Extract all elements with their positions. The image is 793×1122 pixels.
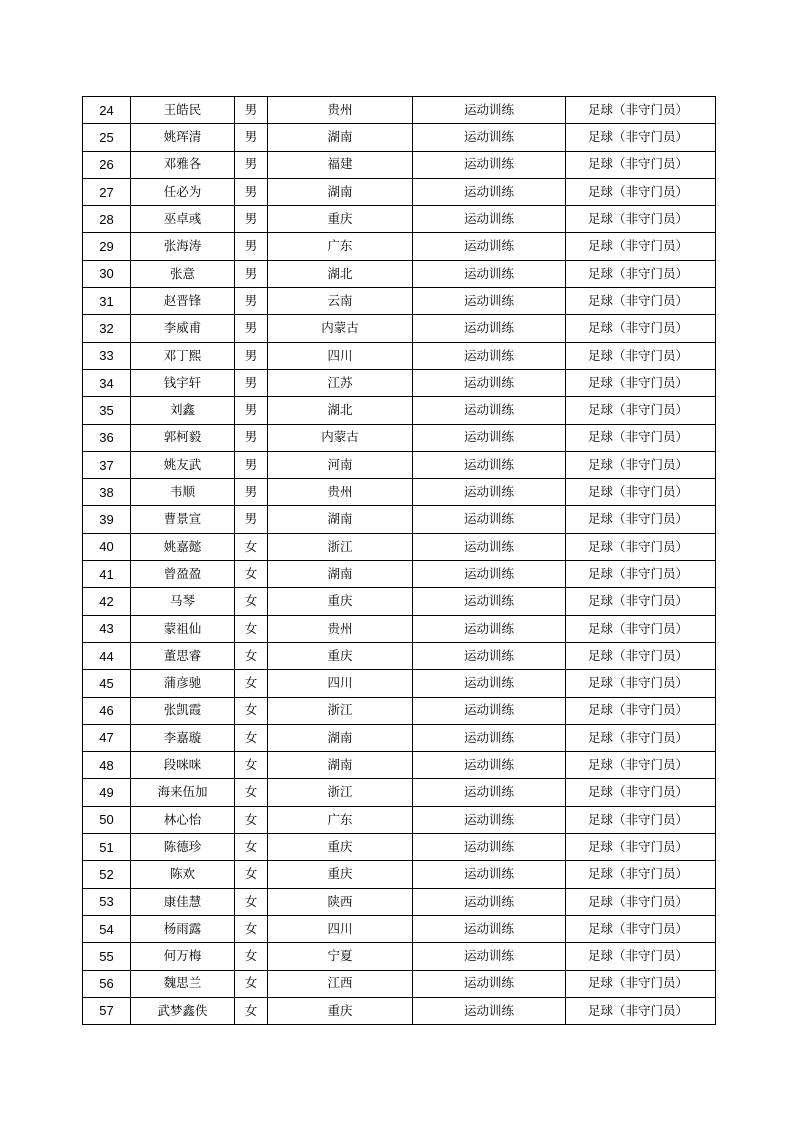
province-cell: 福建 [268,151,413,178]
province-cell: 湖南 [268,724,413,751]
gender-cell: 女 [235,670,268,697]
province-cell: 重庆 [268,997,413,1024]
gender-cell: 男 [235,424,268,451]
province-cell: 江苏 [268,369,413,396]
gender-cell: 女 [235,806,268,833]
row-number-cell: 27 [83,178,131,205]
name-cell: 韦顺 [131,479,235,506]
sport-cell: 足球（非守门员） [566,752,716,779]
gender-cell: 女 [235,533,268,560]
name-cell: 陈欢 [131,861,235,888]
province-cell: 浙江 [268,697,413,724]
gender-cell: 女 [235,752,268,779]
gender-cell: 男 [235,260,268,287]
gender-cell: 女 [235,615,268,642]
province-cell: 四川 [268,915,413,942]
major-cell: 运动训练 [413,506,566,533]
row-number-cell: 48 [83,752,131,779]
province-cell: 重庆 [268,642,413,669]
name-cell: 海来伍加 [131,779,235,806]
name-cell: 姚嘉懿 [131,533,235,560]
sport-cell: 足球（非守门员） [566,424,716,451]
name-cell: 邓丁熙 [131,342,235,369]
province-cell: 湖北 [268,397,413,424]
row-number-cell: 36 [83,424,131,451]
table-row [83,97,716,124]
gender-cell: 女 [235,888,268,915]
name-cell: 杨雨露 [131,915,235,942]
major-cell: 运动训练 [413,779,566,806]
gender-cell: 女 [235,561,268,588]
table-row [83,888,716,915]
name-cell: 何万梅 [131,943,235,970]
major-cell: 运动训练 [413,178,566,205]
major-cell: 运动训练 [413,697,566,724]
province-cell: 贵州 [268,97,413,124]
major-cell: 运动训练 [413,888,566,915]
table-row [83,997,716,1024]
sport-cell: 足球（非守门员） [566,506,716,533]
row-number-cell: 38 [83,479,131,506]
province-cell: 贵州 [268,479,413,506]
province-cell: 内蒙古 [268,424,413,451]
major-cell: 运动训练 [413,588,566,615]
name-cell: 张海涛 [131,233,235,260]
major-cell: 运动训练 [413,724,566,751]
gender-cell: 女 [235,724,268,751]
gender-cell: 男 [235,506,268,533]
name-cell: 康佳慧 [131,888,235,915]
row-number-cell: 26 [83,151,131,178]
name-cell: 林心怡 [131,806,235,833]
province-cell: 湖南 [268,124,413,151]
row-number-cell: 29 [83,233,131,260]
province-cell: 湖南 [268,506,413,533]
major-cell: 运动训练 [413,479,566,506]
province-cell: 浙江 [268,533,413,560]
row-number-cell: 30 [83,260,131,287]
table-row [83,506,716,533]
name-cell: 郭柯毅 [131,424,235,451]
province-cell: 广东 [268,233,413,260]
province-cell: 宁夏 [268,943,413,970]
gender-cell: 男 [235,151,268,178]
major-cell: 运动训练 [413,861,566,888]
sport-cell: 足球（非守门员） [566,533,716,560]
major-cell: 运动训练 [413,151,566,178]
row-number-cell: 44 [83,642,131,669]
table-row [83,206,716,233]
province-cell: 江西 [268,970,413,997]
table-row [83,315,716,342]
sport-cell: 足球（非守门员） [566,124,716,151]
sport-cell: 足球（非守门员） [566,561,716,588]
province-cell: 四川 [268,670,413,697]
table-row [83,588,716,615]
province-cell: 湖南 [268,752,413,779]
major-cell: 运动训练 [413,997,566,1024]
row-number-cell: 25 [83,124,131,151]
name-cell: 邓雅各 [131,151,235,178]
province-cell: 浙江 [268,779,413,806]
sport-cell: 足球（非守门员） [566,834,716,861]
major-cell: 运动训练 [413,260,566,287]
sport-cell: 足球（非守门员） [566,260,716,287]
sport-cell: 足球（非守门员） [566,397,716,424]
table-row [83,178,716,205]
gender-cell: 男 [235,397,268,424]
name-cell: 蒙祖仙 [131,615,235,642]
sport-cell: 足球（非守门员） [566,697,716,724]
province-cell: 四川 [268,342,413,369]
sport-cell: 足球（非守门员） [566,888,716,915]
gender-cell: 男 [235,369,268,396]
name-cell: 段咪咪 [131,752,235,779]
sport-cell: 足球（非守门员） [566,615,716,642]
province-cell: 陕西 [268,888,413,915]
name-cell: 曾盈盈 [131,561,235,588]
table-row [83,834,716,861]
major-cell: 运动训练 [413,915,566,942]
major-cell: 运动训练 [413,834,566,861]
major-cell: 运动训练 [413,970,566,997]
table-row [83,615,716,642]
table-row [83,642,716,669]
row-number-cell: 41 [83,561,131,588]
row-number-cell: 52 [83,861,131,888]
row-number-cell: 45 [83,670,131,697]
table-row [83,670,716,697]
name-cell: 刘鑫 [131,397,235,424]
table-row [83,806,716,833]
gender-cell: 女 [235,861,268,888]
row-number-cell: 42 [83,588,131,615]
row-number-cell: 32 [83,315,131,342]
roster-table-body [83,97,716,1025]
row-number-cell: 50 [83,806,131,833]
name-cell: 马琴 [131,588,235,615]
gender-cell: 女 [235,997,268,1024]
sport-cell: 足球（非守门员） [566,151,716,178]
major-cell: 运动训练 [413,670,566,697]
name-cell: 姚友武 [131,451,235,478]
sport-cell: 足球（非守门员） [566,970,716,997]
name-cell: 赵晋锋 [131,288,235,315]
sport-cell: 足球（非守门员） [566,997,716,1024]
province-cell: 湖南 [268,178,413,205]
table-row [83,369,716,396]
major-cell: 运动训练 [413,561,566,588]
table-row [83,697,716,724]
table-row [83,970,716,997]
gender-cell: 男 [235,451,268,478]
table-row [83,342,716,369]
province-cell: 重庆 [268,861,413,888]
gender-cell: 男 [235,342,268,369]
gender-cell: 女 [235,943,268,970]
gender-cell: 女 [235,697,268,724]
table-row [83,861,716,888]
name-cell: 李威甫 [131,315,235,342]
row-number-cell: 40 [83,533,131,560]
row-number-cell: 57 [83,997,131,1024]
major-cell: 运动训练 [413,206,566,233]
sport-cell: 足球（非守门员） [566,724,716,751]
table-row [83,779,716,806]
gender-cell: 女 [235,642,268,669]
name-cell: 任必为 [131,178,235,205]
province-cell: 贵州 [268,615,413,642]
table-row [83,479,716,506]
province-cell: 重庆 [268,834,413,861]
row-number-cell: 53 [83,888,131,915]
gender-cell: 女 [235,834,268,861]
gender-cell: 女 [235,915,268,942]
gender-cell: 女 [235,970,268,997]
table-row [83,397,716,424]
sport-cell: 足球（非守门员） [566,342,716,369]
sport-cell: 足球（非守门员） [566,861,716,888]
sport-cell: 足球（非守门员） [566,97,716,124]
table-row [83,424,716,451]
major-cell: 运动训练 [413,943,566,970]
row-number-cell: 28 [83,206,131,233]
sport-cell: 足球（非守门员） [566,233,716,260]
major-cell: 运动训练 [413,342,566,369]
table-row [83,915,716,942]
name-cell: 王皓民 [131,97,235,124]
name-cell: 曹景宣 [131,506,235,533]
row-number-cell: 31 [83,288,131,315]
sport-cell: 足球（非守门员） [566,369,716,396]
sport-cell: 足球（非守门员） [566,806,716,833]
name-cell: 张意 [131,260,235,287]
major-cell: 运动训练 [413,315,566,342]
table-row [83,451,716,478]
major-cell: 运动训练 [413,397,566,424]
row-number-cell: 35 [83,397,131,424]
major-cell: 运动训练 [413,806,566,833]
sport-cell: 足球（非守门员） [566,670,716,697]
name-cell: 张凯霞 [131,697,235,724]
row-number-cell: 33 [83,342,131,369]
table-row [83,233,716,260]
row-number-cell: 39 [83,506,131,533]
row-number-cell: 49 [83,779,131,806]
sport-cell: 足球（非守门员） [566,206,716,233]
province-cell: 广东 [268,806,413,833]
table-row [83,943,716,970]
row-number-cell: 34 [83,369,131,396]
table-row [83,752,716,779]
sport-cell: 足球（非守门员） [566,315,716,342]
name-cell: 武梦鑫佚 [131,997,235,1024]
major-cell: 运动训练 [413,451,566,478]
name-cell: 巫卓彧 [131,206,235,233]
row-number-cell: 46 [83,697,131,724]
province-cell: 湖南 [268,561,413,588]
major-cell: 运动训练 [413,124,566,151]
major-cell: 运动训练 [413,288,566,315]
row-number-cell: 56 [83,970,131,997]
row-number-cell: 51 [83,834,131,861]
gender-cell: 男 [235,288,268,315]
row-number-cell: 47 [83,724,131,751]
major-cell: 运动训练 [413,533,566,560]
table-row [83,561,716,588]
row-number-cell: 37 [83,451,131,478]
table-row [83,288,716,315]
row-number-cell: 24 [83,97,131,124]
gender-cell: 女 [235,588,268,615]
sport-cell: 足球（非守门员） [566,451,716,478]
major-cell: 运动训练 [413,752,566,779]
sport-cell: 足球（非守门员） [566,588,716,615]
gender-cell: 男 [235,315,268,342]
gender-cell: 男 [235,178,268,205]
major-cell: 运动训练 [413,369,566,396]
major-cell: 运动训练 [413,233,566,260]
province-cell: 内蒙古 [268,315,413,342]
row-number-cell: 43 [83,615,131,642]
sport-cell: 足球（非守门员） [566,178,716,205]
major-cell: 运动训练 [413,424,566,451]
sport-cell: 足球（非守门员） [566,288,716,315]
gender-cell: 女 [235,779,268,806]
name-cell: 姚珲清 [131,124,235,151]
province-cell: 云南 [268,288,413,315]
gender-cell: 男 [235,206,268,233]
province-cell: 湖北 [268,260,413,287]
gender-cell: 男 [235,124,268,151]
province-cell: 重庆 [268,588,413,615]
province-cell: 河南 [268,451,413,478]
sport-cell: 足球（非守门员） [566,479,716,506]
table-row [83,724,716,751]
name-cell: 陈德珍 [131,834,235,861]
name-cell: 李嘉璇 [131,724,235,751]
name-cell: 蒲彦驰 [131,670,235,697]
gender-cell: 男 [235,479,268,506]
roster-table [82,96,716,1025]
row-number-cell: 55 [83,943,131,970]
table-row [83,124,716,151]
province-cell: 重庆 [268,206,413,233]
table-row [83,151,716,178]
name-cell: 董思睿 [131,642,235,669]
sport-cell: 足球（非守门员） [566,943,716,970]
sport-cell: 足球（非守门员） [566,915,716,942]
table-row [83,260,716,287]
row-number-cell: 54 [83,915,131,942]
name-cell: 魏思兰 [131,970,235,997]
gender-cell: 男 [235,97,268,124]
table-row [83,533,716,560]
name-cell: 钱宇轩 [131,369,235,396]
major-cell: 运动训练 [413,97,566,124]
major-cell: 运动训练 [413,615,566,642]
gender-cell: 男 [235,233,268,260]
sport-cell: 足球（非守门员） [566,642,716,669]
major-cell: 运动训练 [413,642,566,669]
sport-cell: 足球（非守门员） [566,779,716,806]
